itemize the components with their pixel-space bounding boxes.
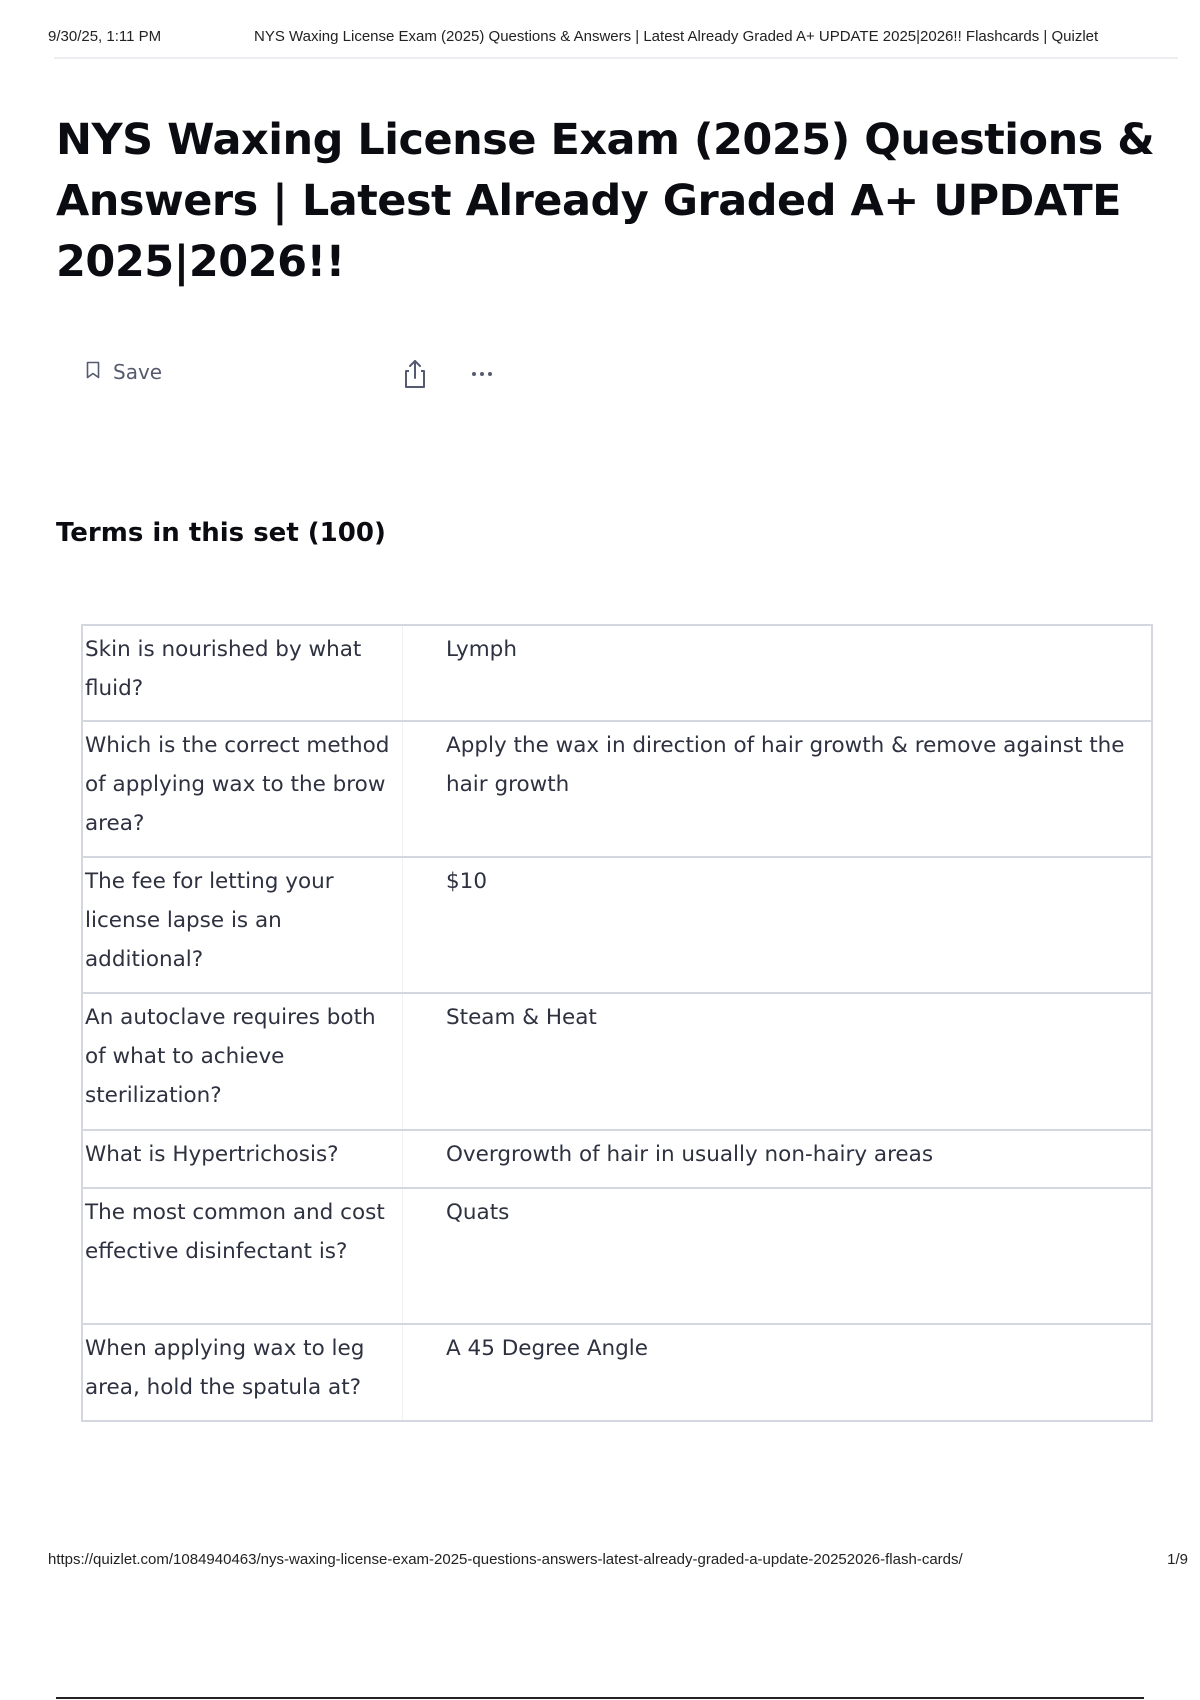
save-label: Save [113, 360, 163, 384]
term-row [83, 626, 1151, 722]
bottom-divider [56, 1697, 1144, 1699]
save-button[interactable] [86, 360, 162, 384]
term-row [83, 1325, 1151, 1422]
term-answer: A 45 Degree Angle [446, 1336, 649, 1361]
print-datetime: 9/30/25, 1:11 PM [48, 28, 162, 45]
term-question: The most common and cost effective disinfectant is? [83, 1189, 403, 1323]
page-number: 1/9 [1167, 1551, 1188, 1568]
share-button[interactable] [398, 357, 432, 391]
term-row [83, 722, 1151, 858]
terms-table [81, 624, 1153, 1422]
terms-heading: Terms in this set (100) [56, 518, 386, 548]
share-icon [398, 379, 432, 394]
term-row [83, 858, 1151, 994]
term-question: When applying wax to leg area, hold the spatula at? [83, 1325, 403, 1420]
page-url: https://quizlet.com/1084940463/nys-waxing-license-exam-2025-questions-answers-latest-already-graded-a-update-20252026-flash-cards/ [48, 1551, 963, 1568]
more-options-button[interactable] [464, 360, 500, 388]
term-question: An autoclave requires both of what to achieve sterilization? [83, 994, 403, 1129]
page-title: NYS Waxing License Exam (2025) Questions & Answers | Latest Already Graded A+ UPDATE 2025|2026!! [56, 115, 1155, 287]
term-answer: Steam & Heat [446, 1005, 597, 1030]
term-answer: Quats [446, 1200, 510, 1225]
more-icon [472, 372, 476, 376]
bookmark-icon [86, 360, 100, 384]
term-row [83, 994, 1151, 1131]
term-answer: Lymph [446, 637, 517, 662]
term-question: Which is the correct method of applying wax to the brow area? [83, 722, 403, 856]
print-document-title: NYS Waxing License Exam (2025) Questions & Answers | Latest Already Graded A+ UPDATE 2025|2026!! Flashcards | Quizlet [254, 28, 1099, 45]
term-row [83, 1131, 1151, 1189]
term-answer: Overgrowth of hair in usually non-hairy areas [446, 1142, 934, 1167]
term-question: What is Hypertrichosis? [83, 1131, 403, 1187]
term-question: The fee for letting your license lapse is an additional? [83, 858, 403, 992]
term-answer: Apply the wax in direction of hair growth & remove against the hair growth [446, 733, 1125, 797]
term-question: Skin is nourished by what fluid? [83, 626, 403, 720]
action-bar [86, 360, 516, 390]
header-divider [54, 57, 1178, 59]
term-answer: $10 [446, 869, 488, 894]
print-header [48, 28, 1176, 52]
term-row [83, 1189, 1151, 1325]
